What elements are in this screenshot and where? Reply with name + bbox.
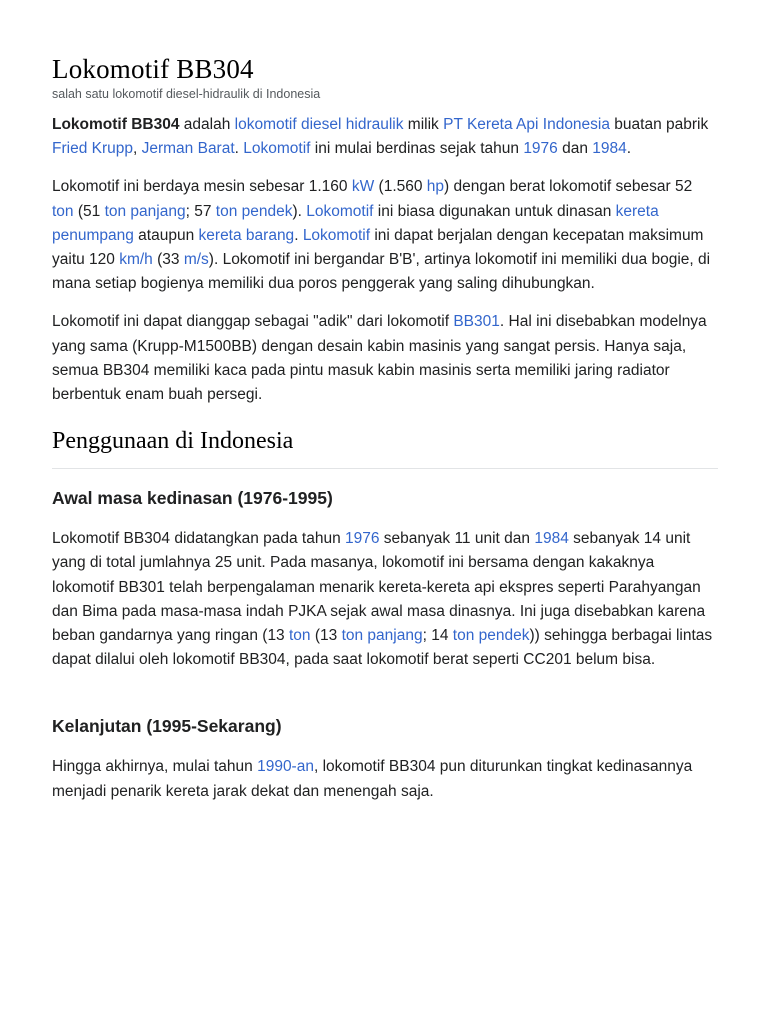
- link-km-h[interactable]: km/h: [119, 251, 153, 269]
- link-hp[interactable]: hp: [426, 178, 445, 196]
- kelanjutan-paragraph: Hingga akhirnya, mulai tahun 1990-an, lokomotif BB304 pun diturunkan tingkat kedinasannya menjadi penarik kereta jarak dekat dan menengah saja.: [52, 758, 693, 800]
- link-lokomotif[interactable]: Lokomotif: [302, 226, 371, 244]
- link-pt-kereta-api-indonesia[interactable]: PT Kereta Api Indonesia: [443, 116, 610, 133]
- link-ton-panjang[interactable]: ton panjang: [104, 202, 186, 220]
- link-ton[interactable]: ton: [289, 627, 311, 645]
- page-title: Lokomotif BB304: [52, 54, 254, 84]
- link-year-1984[interactable]: 1984: [592, 140, 627, 158]
- section-heading: Penggunaan di Indonesia: [52, 426, 718, 469]
- subsection-heading-awal: Awal masa kedinasan (1976-1995): [52, 488, 333, 509]
- link-kw[interactable]: kW: [351, 178, 375, 196]
- page-subtitle: salah satu lokomotif diesel-hidraulik di Indonesia: [52, 87, 321, 101]
- comparison-paragraph: Lokomotif ini dapat dianggap sebagai "adik" dari lokomotif BB301. Hal ini disebabkan modelnya yang sama (Krupp-M1500BB) dengan desain kabin masinis yang sangat persis. Hanya saja, semua BB304 memiliki kaca pada pintu masuk kabin masinis serta memiliki jaring radiator berbentuk enam buah persegi.: [52, 313, 707, 404]
- link-year-1984[interactable]: 1984: [534, 530, 569, 548]
- link-kereta-barang[interactable]: kereta barang: [198, 226, 295, 244]
- link-year-1976[interactable]: 1976: [523, 140, 558, 158]
- link-m-s[interactable]: m/s: [183, 251, 209, 269]
- link-ton-pendek[interactable]: ton pendek: [215, 202, 293, 220]
- subsection-heading-kelanjutan: Kelanjutan (1995-Sekarang): [52, 716, 282, 737]
- link-lokomotif[interactable]: Lokomotif: [243, 140, 311, 158]
- awal-paragraph: Lokomotif BB304 didatangkan pada tahun 1976 sebanyak 11 unit dan 1984 sebanyak 14 unit yang di total jumlahnya 25 unit. Pada masanya, lokomotif ini bersama dengan kakaknya lokomotif BB301 telah berpengalaman menarik kereta-kereta api ekspres seperti Parahyangan dan Bima pada masa-masa indah PJKA sejak awal masa dinasnya. Ini juga disebabkan karena beban gandarnya yang ringan (13 ton (13 ton panjang; 14 ton pendek)) sehingga berbagai lintas dapat dilalui oleh lokomotif BB304, pada saat lokomotif berat seperti CC201 belum bisa.: [52, 530, 713, 669]
- link-ton-panjang[interactable]: ton panjang: [341, 627, 423, 645]
- article-content: [52, 0, 718, 804]
- link-ton-pendek[interactable]: ton pendek: [452, 627, 530, 645]
- link-jerman-barat[interactable]: Jerman Barat: [141, 140, 235, 158]
- link-year-1976[interactable]: 1976: [345, 530, 380, 548]
- link-bb301[interactable]: BB301: [453, 313, 500, 331]
- link-lokomotif-diesel-hidraulik[interactable]: lokomotif diesel hidraulik: [234, 116, 404, 133]
- link-lokomotif[interactable]: Lokomotif: [306, 202, 374, 220]
- link-kereta-penumpang[interactable]: kereta penumpang: [52, 202, 659, 244]
- link-fried-krupp[interactable]: Fried Krupp: [52, 140, 133, 158]
- link-1990-an[interactable]: 1990-an: [257, 758, 314, 776]
- specs-paragraph: Lokomotif ini berdaya mesin sebesar 1.160 kW (1.560 hp) dengan berat lokomotif sebesar 52 ton (51 ton panjang; 57 ton pendek). Lokomotif ini biasa digunakan untuk dinasan kereta penumpang ataupun kereta barang. Lokomotif ini dapat berjalan dengan kecepatan maksimum yaitu 120 km/h (33 m/s). Lokomotif ini bergandar B'B', artinya lokomotif ini memiliki dua bogie, di mana setiap bogienya memiliki dua poros penggerak yang saling dihubungkan.: [52, 178, 711, 293]
- link-ton[interactable]: ton: [52, 202, 74, 220]
- bold-term: Lokomotif BB304: [52, 116, 180, 133]
- intro-paragraph: Lokomotif BB304 adalah lokomotif diesel hidraulik milik PT Kereta Api Indonesia buatan pabrik Fried Krupp, Jerman Barat. Lokomotif ini mulai berdinas sejak tahun 1976 dan 1984.: [52, 116, 709, 158]
